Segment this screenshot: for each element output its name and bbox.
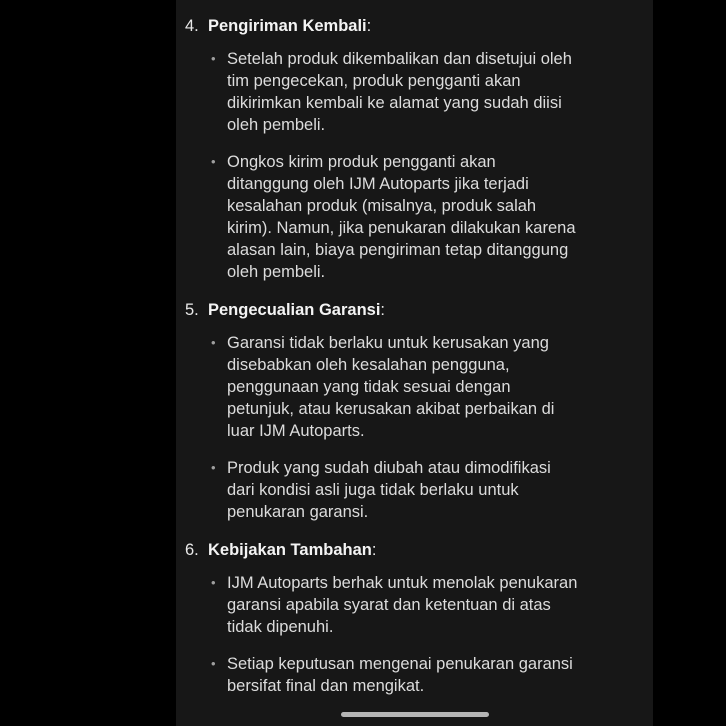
section-heading (176, 15, 653, 37)
section-title-text: Pengiriman Kembali (208, 17, 367, 35)
section-title (208, 15, 371, 37)
bullet-marker-icon: • (211, 656, 216, 671)
bullet-text: Ongkos kirim produk pengganti akan ditanggung oleh IJM Autoparts jika terjadi kesalahan produk (misalnya, produk salah kirim). Namun, jika penukaran dilakukan karena alasan lain, biaya pengiriman tetap ditanggung oleh pembeli. (227, 153, 576, 281)
policy-section (176, 299, 653, 523)
bullet-marker-icon: • (211, 460, 216, 475)
section-title (208, 299, 385, 321)
section-title-suffix: : (380, 301, 385, 319)
bullet-text: Produk yang sudah diubah atau dimodifikasi dari kondisi asli juga tidak berlaku untuk penukaran garansi. (227, 459, 551, 521)
bullet-item (176, 653, 653, 697)
section-heading (176, 539, 653, 561)
section-title-suffix: : (366, 17, 372, 35)
bullet-item (176, 151, 653, 283)
section-number: 4. (185, 17, 199, 35)
section-number: 6. (185, 541, 199, 559)
section-title-text: Pengecualian Garansi (208, 301, 381, 319)
section-title-suffix: : (371, 541, 377, 559)
bullet-text: Garansi tidak berlaku untuk kerusakan yang disebabkan oleh kesalahan pengguna, penggunaan yang tidak sesuai dengan petunjuk, atau kerusakan akibat perbaikan di luar IJM Autoparts. (227, 334, 555, 440)
policy-section (176, 539, 653, 697)
policy-section (176, 15, 653, 283)
bullet-marker-icon: • (211, 154, 216, 169)
bullet-marker-icon: • (211, 335, 216, 350)
section-title (208, 539, 376, 561)
bullet-text: Setelah produk dikembalikan dan disetujui oleh tim pengecekan, produk pengganti akan dikirimkan kembali ke alamat yang sudah diisi oleh pembeli. (227, 50, 572, 134)
bullet-item (176, 572, 653, 638)
home-indicator-handle[interactable] (341, 712, 489, 717)
policy-document-panel (176, 0, 653, 726)
section-title-text: Kebijakan Tambahan (208, 541, 372, 559)
section-number: 5. (185, 301, 199, 319)
bullet-item (176, 332, 653, 442)
bullet-text: IJM Autoparts berhak untuk menolak penukaran garansi apabila syarat dan ketentuan di atas tidak dipenuhi. (227, 574, 578, 636)
bullet-marker-icon: • (211, 575, 216, 590)
bullet-marker-icon: • (211, 51, 216, 66)
section-heading (176, 299, 653, 321)
bullet-item (176, 48, 653, 136)
policy-document-content (176, 0, 653, 697)
bullet-text: Setiap keputusan mengenai penukaran garansi bersifat final dan mengikat. (227, 655, 573, 695)
bullet-item (176, 457, 653, 523)
